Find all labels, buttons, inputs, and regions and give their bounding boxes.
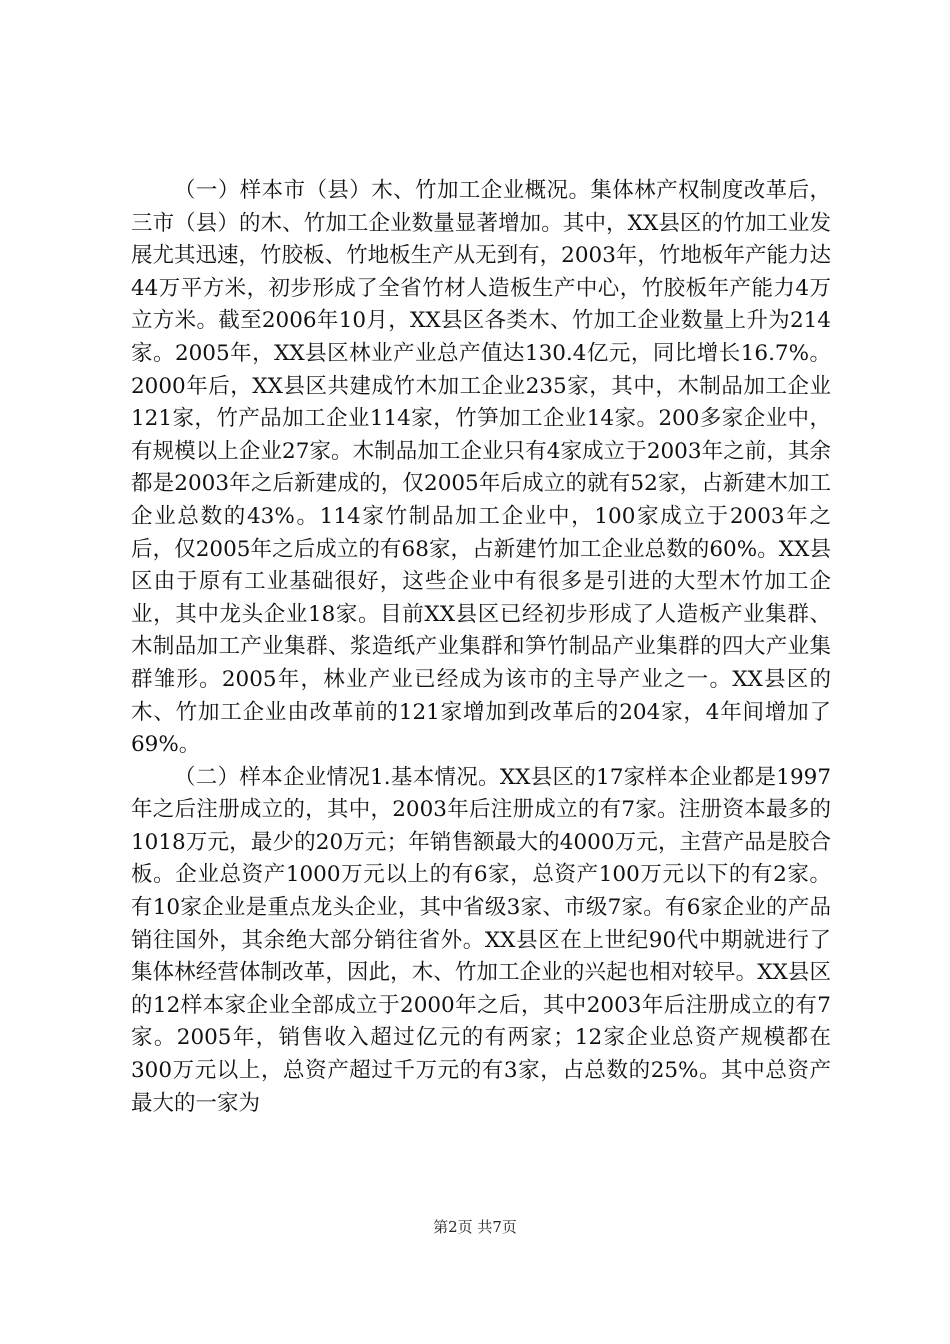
paragraph-sample-cities-overview: （一）样本市（县）木、竹加工企业概况。集体林产权制度改革后，三市（县）的木、竹加工企业数量显著增加。其中，XX县区的竹加工业发展尤其迅速，竹胶板、竹地板生产从无到有，2003年，竹地板年产能力达44万平方米，初步形成了全省竹材人造板生产中心，竹胶板年产能力4万立方米。截至2006年10月，XX县区各类木、竹加工企业数量上升为214家。2005年，XX县区林业产业总产值达130.4亿元，同比增长16.7%。2000年后，XX县区共建成竹木加工企业235家，其中，木制品加工企业121家，竹产品加工企业114家，竹笋加工企业14家。200多家企业中，有规模以上企业27家。木制品加工企业只有4家成立于2003年之前，其余都是2003年之后新建成的，仅2005年后成立的就有52家，占新建木加工企业总数的43%。114家竹制品加工企业中，100家成立于2003年之后，仅2005年之后成立的有68家，占新建竹加工企业总数的60%。XX县区由于原有工业基础很好，这些企业中有很多是引进的大型木竹加工企业，其中龙头企业18家。目前XX县区已经初步形成了人造板产业集群、木制品加工产业集群、浆造纸产业集群和笋竹制品产业集群的四大产业集群雏形。2005年，林业产业已经成为该市的主导产业之一。XX县区的木、竹加工企业由改革前的121家增加到改革后的204家，4年间增加了69%。 (131, 178, 831, 758)
body-text (131, 175, 831, 1120)
paragraph-sample-enterprises: （二）样本企业情况1.基本情况。XX县区的17家样本企业都是1997年之后注册成立的，其中，2003年后注册成立的有7家。注册资本最多的1018万元，最少的20万元；年销售额最大的4000万元，主营产品是胶合板。企业总资产1000万元以上的有6家，总资产100万元以下的有2家。有10家企业是重点龙头企业，其中省级3家、市级7家。有6家企业的产品销往国外，其余绝大部分销往省外。XX县区在上世纪90代中期就进行了集体林经营体制改革，因此，木、竹加工企业的兴起也相对较早。XX县区的12样本家企业全部成立于2000年之后，其中2003年后注册成立的有7家。2005年，销售收入超过亿元的有两家；12家企业总资产规模都在300万元以上，总资产超过千万元的有3家，占总数的25%。其中总资产最大的一家为 (131, 764, 831, 1116)
page-number-footer: 第2页 共7页 (433, 1218, 517, 1236)
